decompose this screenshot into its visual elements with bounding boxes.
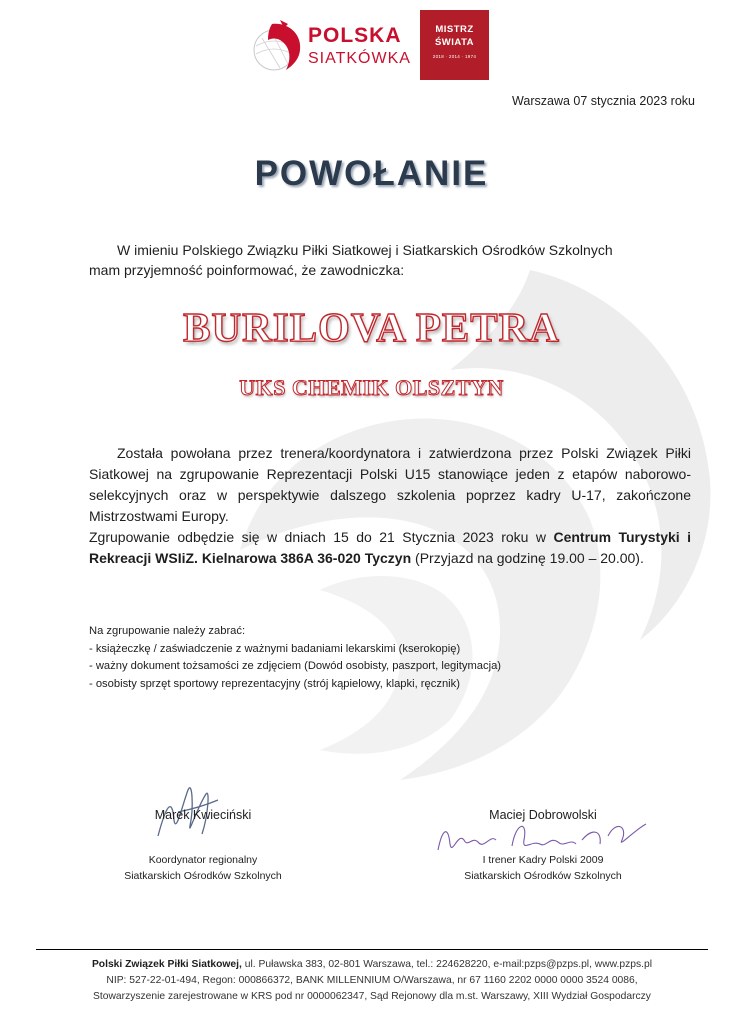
- camp-location: Centrum Turystyki i Rekreacji WSIiZ. Kielnarowa 386A 36-020 Tyczyn: [89, 529, 691, 566]
- footer-org-name: Polski Związek Piłki Siatkowej,: [91, 959, 242, 970]
- footer-address: ul. Puławska 383, 02-801 Warszawa, tel.: 224628220, e-mail:pzps@pzps.pl, www.pzps.pl: [241, 959, 653, 970]
- mistrz-years: 2018 · 2014 · 1974: [432, 54, 477, 59]
- club-name: UKS CHEMIK OLSZTYN: [239, 375, 504, 400]
- body-text: [89, 443, 691, 569]
- signatory-role-left-2: Siatkarskich Ośrodków Szkolnych: [124, 870, 282, 882]
- intro-text: [89, 240, 699, 280]
- signatory-role-left-1: Koordynator regionalny: [148, 854, 258, 866]
- signatory-role-right-1: I trener Kadry Polski 2009: [482, 854, 604, 866]
- document-title: POWOŁANIE: [254, 154, 489, 193]
- signature-block-right: [428, 808, 658, 884]
- polska-siatkowka-logo: [250, 14, 410, 76]
- footer-line-2: NIP: 527-22-01-494, Regon: 000866372, BANK MILLENNIUM O/Warszawa, nr 67 1160 2202 0000 0000 3524 0086,: [106, 975, 638, 986]
- signature-block-left: [108, 808, 298, 884]
- list-item: - książeczkę / zaświadczenie z ważnymi badaniami lekarskimi (kserokopię): [89, 642, 461, 655]
- logo-line-siatkowka: SIATKÓWKA: [308, 50, 411, 67]
- player-name: BURILOVA PETRA: [183, 304, 560, 350]
- list-item: - ważny dokument tożsamości ze zdjęciem (Dowód osobisty, paszport, legitymacja): [89, 660, 502, 672]
- mistrz-swiata-badge: [420, 10, 489, 80]
- signatory-role-right-2: Siatkarskich Ośrodków Szkolnych: [464, 870, 622, 882]
- footer-line-3: Stowarzyszenie zarejestrowane w KRS pod nr 0000062347, Sąd Rejonowy dla m.st. Warszawy, XIII Wydział Gospodarczy: [93, 991, 651, 1002]
- footer: [36, 957, 708, 1005]
- packing-list: [89, 623, 689, 693]
- intro-line-2: mam przyjemność poinformować, że zawodniczka:: [89, 262, 405, 278]
- camp-dates: Zgrupowanie odbędzie się w dniach 15 do 21 Stycznia 2023 roku w: [89, 529, 554, 545]
- list-item: - osobisty sprzęt sportowy reprezentacyjny (strój kąpielowy, klapki, ręcznik): [89, 677, 460, 690]
- intro-line-1: W imieniu Polskiego Związku Piłki Siatkowej i Siatkarskich Ośrodków Szkolnych: [117, 242, 613, 258]
- footer-divider: [36, 949, 708, 950]
- mistrz-line-2: ŚWIATA: [434, 37, 475, 48]
- footer-line-1: [36, 957, 708, 973]
- signatory-name-right: Maciej Dobrowolski: [489, 808, 597, 822]
- body-paragraph-1: Została powołana przez trenera/koordynatora i zatwierdzona przez Polski Związek Piłki Siatkowej na zgrupowanie Reprezentacji Polski U15 stanowiące jeden z etapów naborowo-selekcyjnych oraz w perspektywie dalszego szkolenia poprzez kadry U-17, zakończone Mistrzostwami Europy.: [89, 445, 691, 524]
- place-date: Warszawa 07 stycznia 2023 roku: [512, 94, 695, 108]
- eagle-logo-icon: [250, 16, 306, 76]
- logo-line-polska: POLSKA: [308, 24, 402, 47]
- mistrz-line-1: MISTRZ: [435, 24, 474, 35]
- signatory-name-left: Marek Kwieciński: [154, 808, 252, 822]
- body-paragraph-2: [89, 527, 691, 569]
- packing-heading: Na zgrupowanie należy zabrać:: [89, 625, 246, 637]
- arrival-time: (Przyjazd na godzinę 19.00 – 20.00).: [411, 550, 644, 566]
